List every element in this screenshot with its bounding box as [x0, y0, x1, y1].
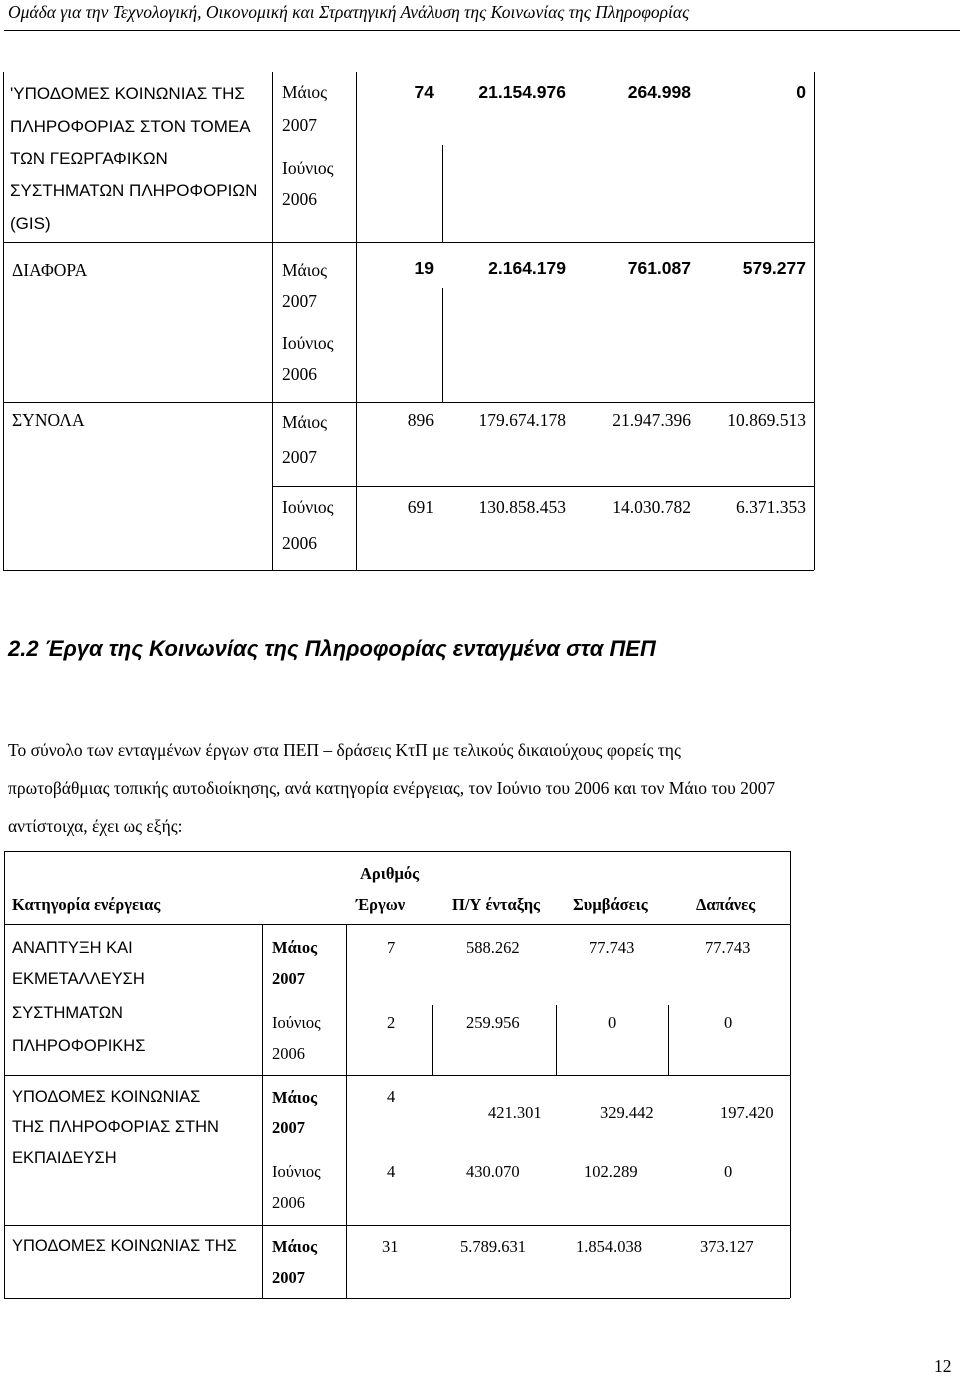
t2-category-line: ΕΚΜΕΤΑΛΛΕΥΣΗ	[12, 970, 145, 988]
t2-value-contracts: 329.442	[600, 1103, 654, 1122]
t1-value-amount: 130.858.453	[478, 497, 566, 517]
t2-value-count: 2	[387, 1013, 396, 1032]
t1-value-amount: 2.164.179	[488, 258, 566, 278]
t2-category-line: ΑΝΑΠΤΥΞΗ ΚΑΙ	[12, 939, 133, 957]
t2-value-amount: 5.789.631	[460, 1237, 526, 1256]
t2-value-count: 4	[387, 1162, 396, 1181]
t1-border-right	[814, 72, 815, 570]
t2-border-right	[790, 851, 791, 1298]
t2-header-category: Κατηγορία ενέργειας	[12, 895, 161, 914]
t2-header-count: Έργων	[356, 895, 406, 914]
t2-header-amount: Π/Υ ένταξης	[452, 895, 541, 914]
t2-category-line: ΥΠΟΔΟΜΕΣ ΚΟΙΝΩΝΙΑΣ ΤΗΣ	[12, 1237, 237, 1255]
t1-border-bottom	[3, 570, 814, 571]
t2-value-amount: 430.070	[466, 1162, 520, 1181]
t1-period-month: Ιούνιος	[282, 497, 334, 517]
t2-border-top	[4, 851, 790, 852]
t2-category-line: ΠΛΗΡΟΦΟΡΙΚΗΣ	[12, 1037, 146, 1055]
t1-row-misc-category: ΔΙΑΦΟΡΑ	[12, 260, 88, 280]
t2-value-count: 7	[387, 938, 396, 957]
t1-row-totals-category: ΣΥΝΟΛΑ	[12, 410, 85, 430]
t1-row-gis-category-line: 'ΥΠΟΔΟΜΕΣ ΚΟΙΝΩΝΙΑΣ ΤΗΣ	[10, 84, 245, 103]
t2-value-spending: 77.743	[705, 938, 751, 957]
t2-value-contracts: 102.289	[584, 1162, 638, 1181]
t1-row-gis-category-line: ΣΥΣΤΗΜΑΤΩΝ ΠΛΗΡΟΦΟΡΙΩΝ	[10, 181, 258, 200]
t2-value-spending: 0	[724, 1013, 733, 1032]
t2-period-year: 2007	[272, 1268, 305, 1287]
t1-value-count: 74	[414, 82, 434, 102]
t2-value-contracts: 1.854.038	[576, 1237, 642, 1256]
t2-period-month: Μάιος	[272, 938, 318, 957]
t2-category-line: ΕΚΠΑΙΔΕΥΣΗ	[12, 1149, 117, 1167]
t2-border-col4	[556, 1005, 557, 1075]
t2-value-contracts: 77.743	[589, 938, 635, 957]
t2-value-spending: 0	[724, 1162, 733, 1181]
t1-row-rule-1	[3, 242, 814, 243]
page-number: 12	[934, 1356, 952, 1376]
t1-period-year: 2006	[282, 533, 317, 553]
t1-value-count: 19	[414, 258, 434, 278]
t1-border-left	[3, 72, 4, 570]
t1-value-contracts: 264.998	[627, 82, 691, 102]
header-rule	[4, 30, 960, 31]
t1-value-spending: 6.371.353	[736, 497, 806, 517]
t1-period-month: Μάιος	[282, 82, 328, 102]
t2-value-count: 4	[387, 1087, 396, 1106]
t2-period-year: 2006	[272, 1044, 305, 1063]
t1-value-spending: 0	[796, 82, 806, 102]
t2-value-count: 31	[382, 1237, 399, 1256]
t1-period-year: 2007	[282, 115, 317, 135]
t2-row-rule-2	[4, 1225, 790, 1226]
t2-border-col3	[432, 1005, 433, 1075]
t1-value-amount: 179.674.178	[478, 410, 566, 430]
t2-border-col2	[346, 924, 347, 1298]
t2-period-month: Ιούνιος	[272, 1162, 321, 1181]
t1-period-year: 2006	[282, 189, 317, 209]
t2-period-year: 2007	[272, 1118, 305, 1137]
t1-period-year: 2007	[282, 291, 317, 311]
t1-value-contracts: 761.087	[627, 258, 691, 278]
t1-border-col3-b	[442, 288, 443, 402]
t2-category-line: ΤΗΣ ΠΛΗΡΟΦΟΡΙΑΣ ΣΤΗΝ	[12, 1118, 219, 1136]
t1-border-col3-a	[442, 145, 443, 242]
t1-value-amount: 21.154.976	[478, 82, 566, 102]
t2-border-left	[4, 851, 5, 1298]
t2-period-month: Ιούνιος	[272, 1013, 321, 1032]
t2-value-amount: 421.301	[488, 1103, 542, 1122]
t1-value-contracts: 14.030.782	[612, 497, 691, 517]
t2-header-rule	[4, 924, 790, 925]
t1-value-spending: 10.869.513	[727, 410, 806, 430]
t1-row-gis-category-line: ΠΛΗΡΟΦΟΡΙΑΣ ΣΤΟΝ ΤΟΜΕΑ	[10, 117, 251, 136]
t1-value-count: 691	[407, 497, 434, 517]
t2-row-rule-1	[4, 1075, 790, 1076]
t2-border-bottom	[4, 1298, 790, 1299]
section-title: 2.2 Έργα της Κοινωνίας της Πληροφορίας ενταγμένα στα ΠΕΠ	[8, 636, 656, 661]
running-header: Ομάδα για την Τεχνολογική, Οικονομική και Στρατηγική Ανάλυση της Κοινωνίας της Πληροφορίας	[8, 2, 690, 22]
t1-period-month: Μάιος	[282, 260, 328, 280]
t2-value-spending: 197.420	[720, 1103, 774, 1122]
t2-value-amount: 588.262	[466, 938, 520, 957]
t1-border-col2	[356, 72, 357, 570]
t2-header-spending: Δαπάνες	[696, 895, 756, 914]
t1-row-gis-category-line: (GIS)	[10, 214, 51, 233]
t1-period-year: 2006	[282, 364, 317, 384]
t2-value-spending: 373.127	[700, 1237, 754, 1256]
t2-border-col1	[262, 924, 263, 1298]
t1-period-year: 2007	[282, 447, 317, 467]
t2-period-year: 2006	[272, 1193, 305, 1212]
t2-value-contracts: 0	[608, 1013, 617, 1032]
t2-category-line: ΥΠΟΔΟΜΕΣ ΚΟΙΝΩΝΙΑΣ	[12, 1088, 201, 1106]
t1-value-contracts: 21.947.396	[612, 410, 691, 430]
t2-value-amount: 259.956	[466, 1013, 520, 1032]
section-paragraph-line: πρωτοβάθμιας τοπικής αυτοδιοίκησης, ανά κατηγορία ενέργειας, τον Ιούνιο του 2006 και τον Μάιο του 2007	[8, 778, 776, 798]
t2-header-count: Αριθμός	[360, 864, 420, 883]
t2-period-year: 2007	[272, 969, 305, 988]
section-paragraph-line: Το σύνολο των ενταγμένων έργων στα ΠΕΠ – δράσεις ΚτΠ με τελικούς δικαιούχους φορείς της	[8, 740, 681, 760]
t1-row-rule-3	[272, 486, 814, 487]
t1-period-month: Ιούνιος	[282, 158, 334, 178]
t1-period-month: Μάιος	[282, 412, 328, 432]
t1-period-month: Ιούνιος	[282, 333, 334, 353]
t2-period-month: Μάιος	[272, 1237, 318, 1256]
t2-header-contracts: Συμβάσεις	[573, 895, 648, 914]
t1-border-col1	[272, 72, 273, 570]
t1-value-spending: 579.277	[742, 258, 806, 278]
t2-category-line: ΣΥΣΤΗΜΑΤΩΝ	[12, 1004, 123, 1022]
section-paragraph-line: αντίστοιχα, έχει ως εξής:	[8, 816, 183, 836]
t2-period-month: Μάιος	[272, 1088, 318, 1107]
t1-row-rule-2	[3, 402, 814, 403]
t1-row-gis-category-line: ΤΩΝ ΓΕΩΡΓΑΦΙΚΩΝ	[10, 149, 168, 168]
t2-border-col5	[668, 1005, 669, 1075]
t1-value-count: 896	[407, 410, 434, 430]
